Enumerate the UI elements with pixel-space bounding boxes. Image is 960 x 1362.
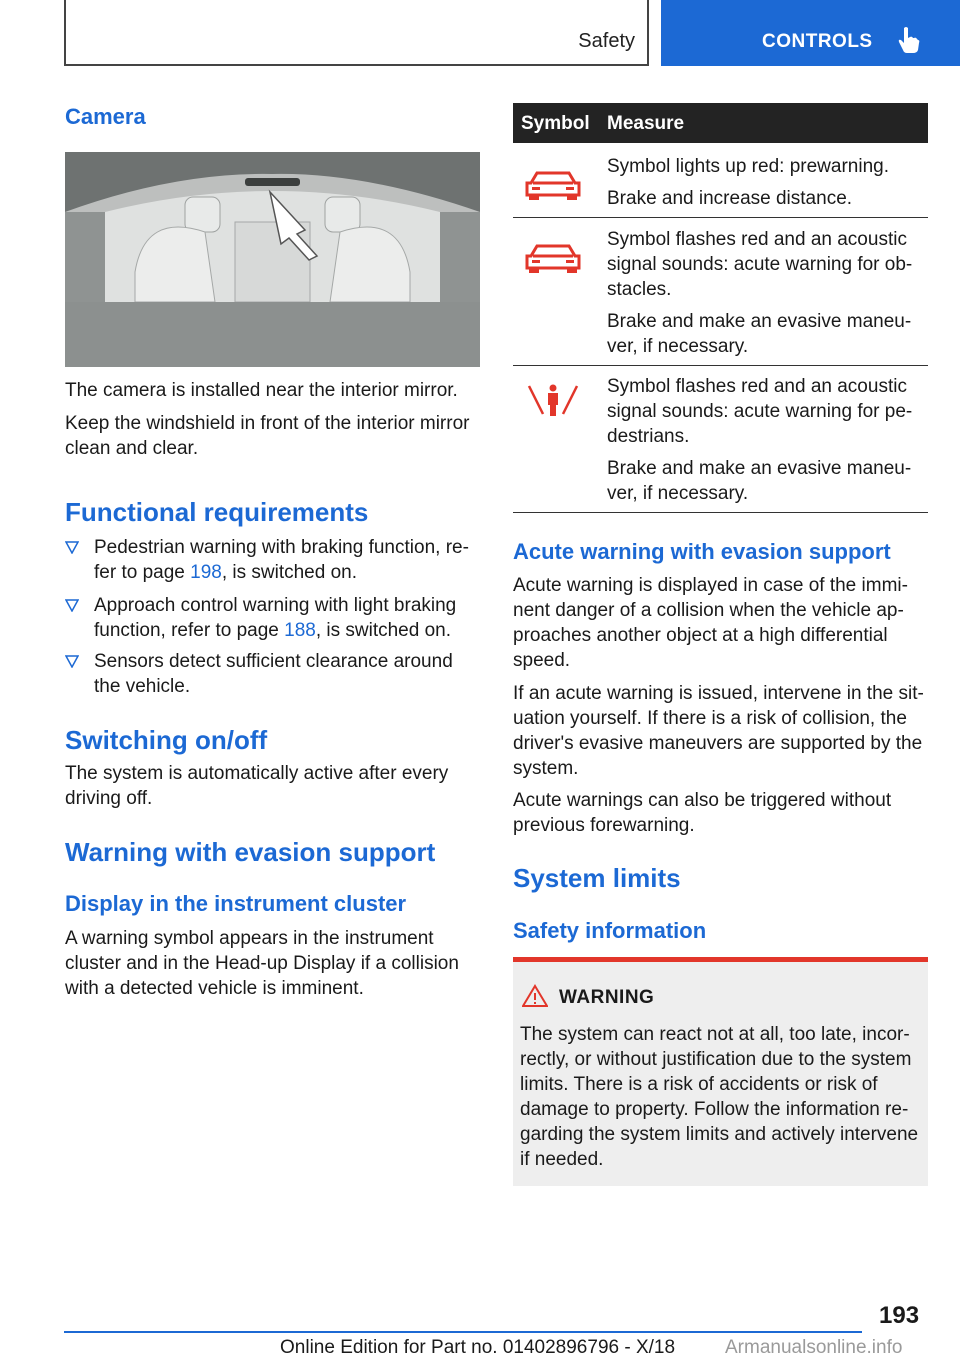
requirement-line: Pedestrian warning with braking function, re- <box>94 537 469 558</box>
footer-watermark: Armanualsonline.info <box>725 1337 903 1358</box>
table-row <box>513 143 928 218</box>
table-header-row <box>513 103 928 143</box>
display-cluster-heading: Display in the instrument cluster <box>65 891 407 916</box>
display-text-line2: cluster and in the Head-up Display if a collision <box>65 953 459 974</box>
camera-keep-clean-line1: Keep the windshield in front of the interior mirror <box>65 413 470 434</box>
text-line: Acute warnings can also be triggered without <box>513 790 892 811</box>
measure-line: signal sounds: acute warning for pe- <box>607 401 913 422</box>
measure-line: Symbol flashes red and an acoustic <box>607 376 907 397</box>
column-header-symbol: Symbol <box>521 113 590 134</box>
camera-location-image <box>65 152 480 367</box>
measure-cell <box>607 154 928 211</box>
car-warning-icon <box>523 238 583 274</box>
text-line: limits. There is a risk of accidents or risk of <box>520 1074 878 1095</box>
text-line: speed. <box>513 650 571 671</box>
header-section-box <box>64 0 649 66</box>
measure-cell <box>607 227 928 359</box>
measure-line: Brake and make an evasive maneu- <box>607 458 912 479</box>
header-section-title: Safety <box>578 30 635 52</box>
text-line: driver's evasive maneuvers are supported by the <box>513 733 923 754</box>
page-link-198[interactable]: 198 <box>190 562 222 583</box>
system-limits-heading: System limits <box>513 863 681 893</box>
display-text-line1: A warning symbol appears in the instrument <box>65 928 434 949</box>
measure-line: Brake and increase distance. <box>607 188 853 209</box>
measure-line: stacles. <box>607 279 672 300</box>
warning-box <box>513 957 928 1186</box>
requirement-item <box>65 535 480 587</box>
requirement-line: fer to page <box>94 562 191 583</box>
header-chapter-box[interactable] <box>661 0 960 66</box>
car-warning-icon <box>523 165 583 201</box>
measure-line: Symbol flashes red and an acoustic <box>607 229 907 250</box>
text-line: if needed. <box>520 1149 604 1170</box>
requirement-line: the vehicle. <box>94 676 191 697</box>
page-number: 193 <box>879 1302 920 1329</box>
header-chapter-title: CONTROLS <box>762 31 873 52</box>
text-line: The system can react not at all, too late, incor- <box>520 1024 910 1045</box>
bullet-triangle-icon <box>65 598 79 612</box>
display-text-line3: with a detected vehicle is imminent. <box>65 978 364 999</box>
table-row <box>513 218 928 366</box>
column-header-measure: Measure <box>607 113 685 134</box>
text-line: previous forewarning. <box>513 815 695 836</box>
camera-keep-clean-line2: clean and clear. <box>65 438 199 459</box>
bullet-triangle-icon <box>65 654 79 668</box>
measure-line: Brake and make an evasive maneu- <box>607 311 912 332</box>
warning-evasion-heading: Warning with evasion support <box>65 837 436 867</box>
acute-warning-paragraph-3 <box>513 788 928 838</box>
page-link-188[interactable]: 188 <box>284 620 316 641</box>
text-line: system. <box>513 758 579 779</box>
switching-heading: Switching on/off <box>65 725 268 755</box>
bullet-triangle-icon <box>65 540 79 554</box>
text-line: rectly, or without justification due to the system <box>520 1049 912 1070</box>
acute-warning-paragraph-2 <box>513 681 928 781</box>
text-line: proaches another object at a high differential <box>513 625 888 646</box>
measure-line: destrians. <box>607 426 690 447</box>
acute-warning-heading: Acute warning with evasion support <box>513 539 891 564</box>
pointing-hand-icon <box>898 26 920 54</box>
warning-triangle-icon <box>522 984 548 1008</box>
functional-requirements-heading: Functional requirements <box>65 497 369 527</box>
requirement-line: Approach control warning with light braking <box>94 595 457 616</box>
footer-divider <box>64 1331 862 1333</box>
symbol-measure-table <box>513 103 928 513</box>
camera-heading: Camera <box>65 104 146 129</box>
requirement-line: Sensors detect sufficient clearance around <box>94 651 453 672</box>
requirement-line: , is switched on. <box>315 620 451 641</box>
measure-line: ver, if necessary. <box>607 336 749 357</box>
text-line: uation yourself. If there is a risk of collision, the <box>513 708 907 729</box>
warning-title: WARNING <box>559 987 655 1008</box>
text-line: If an acute warning is issued, intervene in the sit- <box>513 683 924 704</box>
warning-text <box>520 1022 922 1172</box>
pedestrian-warning-icon <box>523 378 583 422</box>
measure-line: Symbol lights up red: prewarning. <box>607 156 889 177</box>
text-line: nent danger of a collision when the vehicle ap- <box>513 600 904 621</box>
measure-line: signal sounds: acute warning for ob- <box>607 254 913 275</box>
camera-location-text: The camera is installed near the interior mirror. <box>65 380 458 401</box>
text-line: damage to property. Follow the information re- <box>520 1099 909 1120</box>
switching-text-line2: driving off. <box>65 788 153 809</box>
measure-cell <box>607 374 928 506</box>
footer-edition: Online Edition for Part no. 01402896796 - X/18 <box>280 1337 676 1358</box>
requirement-item <box>65 649 480 701</box>
text-line: garding the system limits and actively intervene <box>520 1124 919 1145</box>
table-row <box>513 366 928 513</box>
measure-line: ver, if necessary. <box>607 483 749 504</box>
acute-warning-paragraph-1 <box>513 573 928 673</box>
requirement-line: , is switched on. <box>221 562 357 583</box>
text-line: Acute warning is displayed in case of the immi- <box>513 575 908 596</box>
requirement-item <box>65 593 480 645</box>
requirement-line: function, refer to page <box>94 620 285 641</box>
switching-text-line1: The system is automatically active after every <box>65 763 449 784</box>
safety-information-heading: Safety information <box>513 918 707 943</box>
